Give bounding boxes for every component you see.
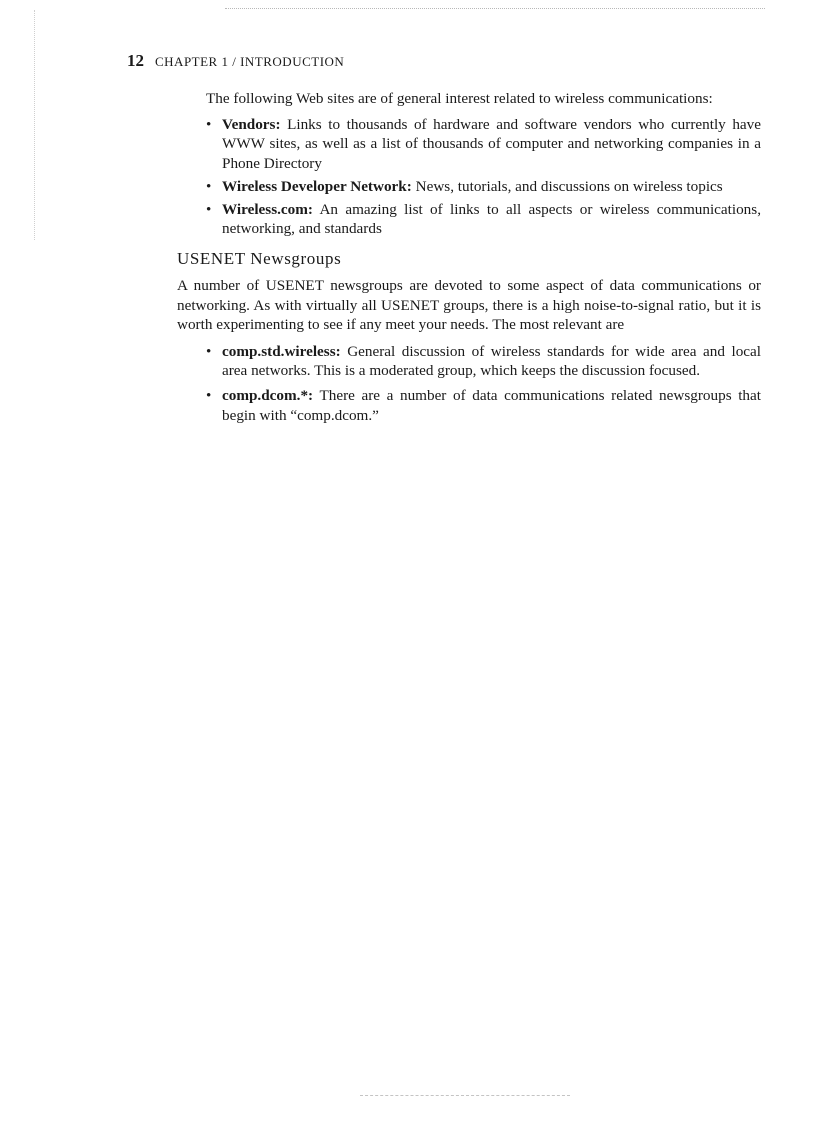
list-item-text: An amazing list of links to all aspects or wireless communications, networking, and standards: [222, 201, 761, 238]
newsgroups-list: [177, 342, 761, 425]
scan-artifact-bottom: [360, 1095, 570, 1096]
list-item-vendors: [206, 115, 761, 173]
list-item-wireless-developer-network: [206, 177, 761, 196]
list-item-text: There are a number of data communications related newsgroups that begin with “comp.dcom.”: [222, 387, 761, 424]
list-item-term: comp.dcom.*:: [222, 387, 314, 405]
list-item-text: General discussion of wireless standards for wide area and local area networks. This is a moderated group, which keeps the discussion focused.: [222, 343, 761, 380]
page-number: 12: [127, 51, 144, 70]
chapter-title: CHAPTER 1 / INTRODUCTION: [155, 54, 345, 69]
list-item-comp-dcom: [206, 386, 761, 424]
bullet-icon: •: [206, 116, 212, 134]
bullet-icon: •: [206, 177, 212, 195]
list-item-term: Wireless Developer Network:: [222, 177, 412, 195]
list-item-text: Links to thousands of hardware and software vendors who currently have WWW sites, as well as a list of thousands of computer and networking companies in a Phone Directory: [222, 116, 761, 172]
bullet-icon: •: [206, 387, 212, 405]
list-item-comp-std-wireless: [206, 342, 761, 380]
page-body: [177, 89, 761, 431]
web-sites-list: [177, 115, 761, 238]
intro-paragraph: The following Web sites are of general interest related to wireless communications:: [206, 90, 713, 107]
section-heading: USENET Newsgroups: [177, 249, 342, 269]
scan-artifact-left: [34, 10, 35, 240]
list-item-wireless-com: [206, 200, 761, 238]
running-header: [127, 51, 344, 71]
usenet-paragraph: A number of USENET newsgroups are devoted to some aspect of data communications or networking. As with virtually all USENET groups, there is a high noise-to-signal ratio, but it is worth experimenting to see if any meet your needs. The most relevant are: [177, 277, 761, 333]
scan-artifact-top: [225, 8, 765, 9]
list-item-term: Wireless.com:: [222, 201, 313, 219]
bullet-icon: •: [206, 343, 212, 361]
list-item-term: comp.std.wireless:: [222, 343, 341, 361]
list-item-text: News, tutorials, and discussions on wireless topics: [411, 177, 723, 195]
list-item-term: Vendors:: [222, 116, 281, 134]
bullet-icon: •: [206, 201, 212, 219]
